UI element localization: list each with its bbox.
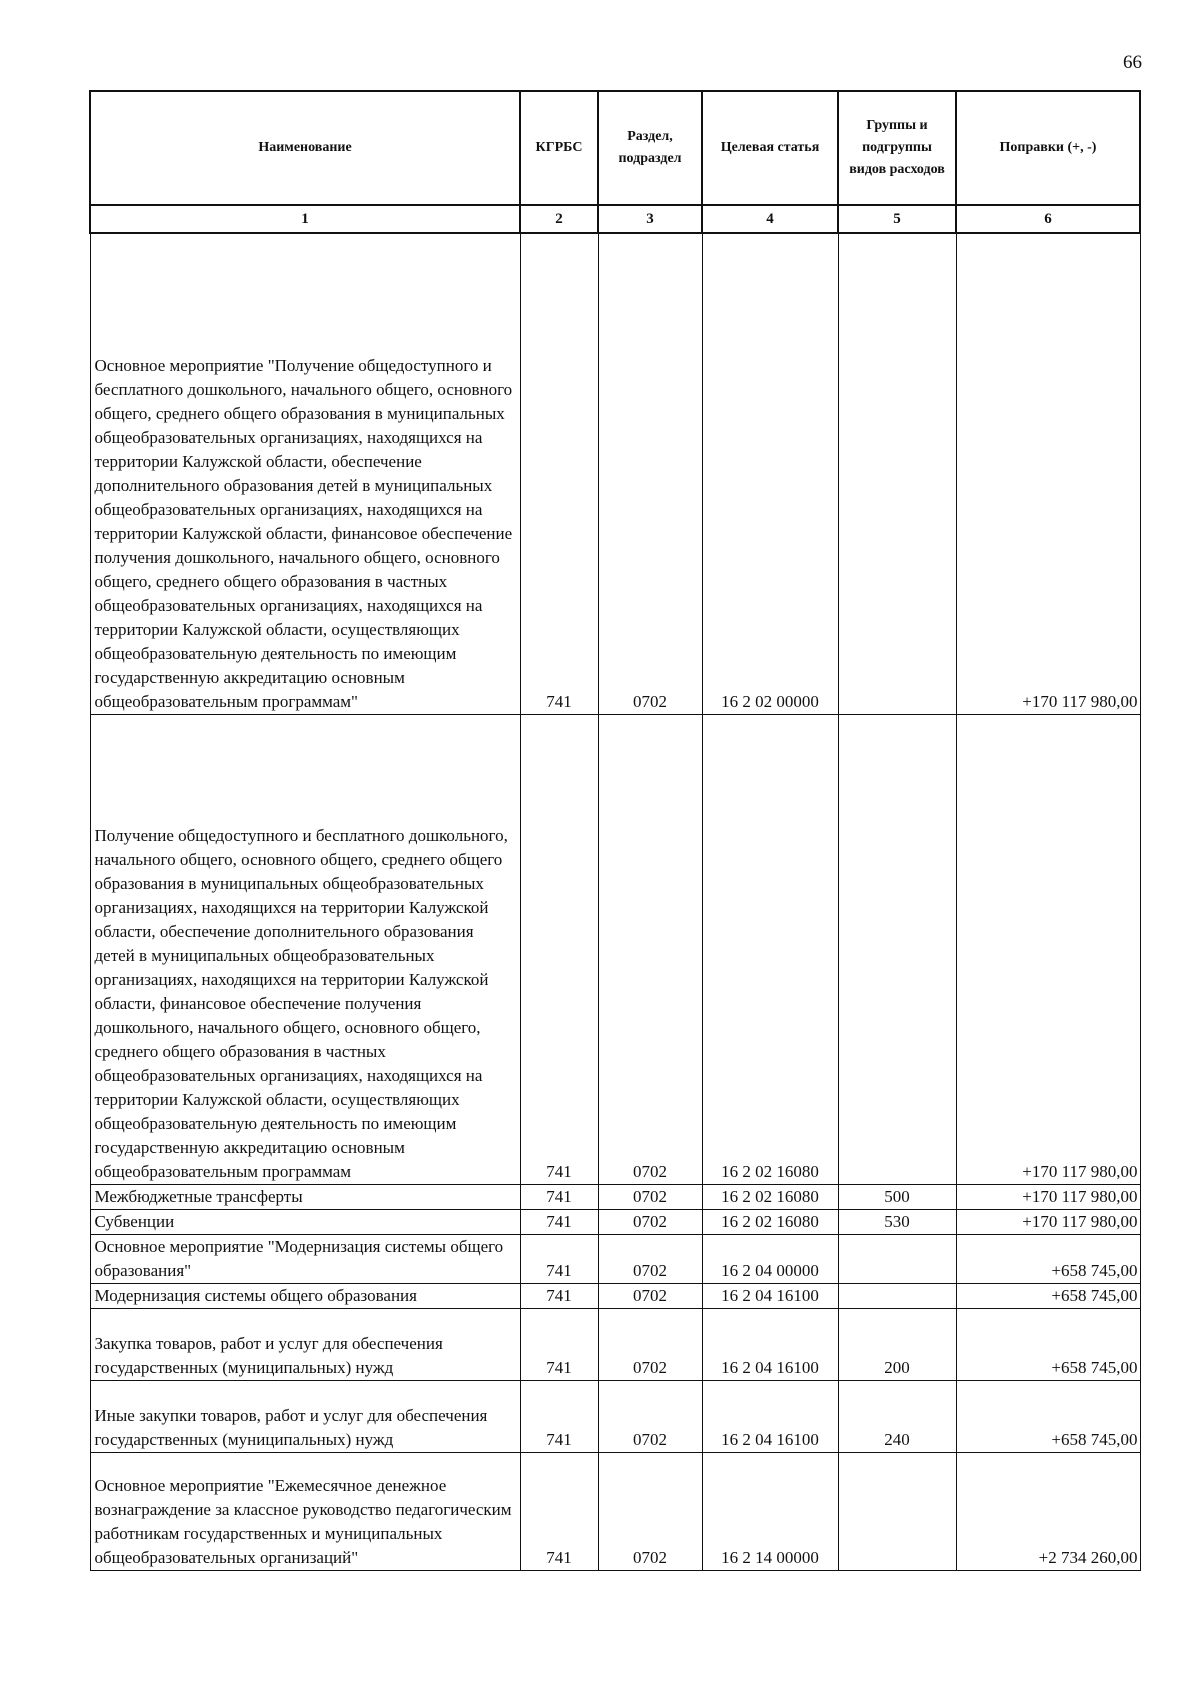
row-name: Субвенции [90,1209,520,1234]
row-group: 530 [838,1209,956,1234]
row-amount: +658 745,00 [956,1283,1140,1308]
row-amount: +170 117 980,00 [956,714,1140,1184]
row-amount: +170 117 980,00 [956,1209,1140,1234]
row-target: 16 2 04 16100 [702,1283,838,1308]
row-group: 200 [838,1308,956,1380]
table-row [90,1234,1140,1283]
row-kgrbs: 741 [520,1380,598,1452]
column-number: 5 [838,205,956,233]
row-section: 0702 [598,1452,702,1570]
row-section: 0702 [598,1234,702,1283]
row-target: 16 2 14 00000 [702,1452,838,1570]
row-kgrbs: 741 [520,1234,598,1283]
row-amount: +2 734 260,00 [956,1452,1140,1570]
row-target: 16 2 04 00000 [702,1234,838,1283]
row-name: Основное мероприятие "Получение общедоступного и бесплатного дошкольного, начального общего, основного общего, среднего общего образования в муниципальных общеобразовательных организациях, находящихся на территории Калужской области, обеспечение дополнительного образования детей в муниципальных общеобразовательных организациях, находящихся на территории Калужской области, финансовое обеспечение получения дошкольного, начального общего, основного общего, среднего общего образования в частных общеобразовательных организациях, находящихся на территории Калужской области, осуществляющих общеобразовательную деятельность по имеющим государственную аккредитацию основным общеобразовательным программам" [90,248,520,714]
header-section: Раздел, подраздел [598,91,702,205]
header-groups: Группы и подгруппы видов расходов [838,91,956,205]
row-section: 0702 [598,1308,702,1380]
table-row [90,248,1140,714]
row-amount: +170 117 980,00 [956,248,1140,714]
row-kgrbs: 741 [520,714,598,1184]
row-amount: +658 745,00 [956,1380,1140,1452]
header-kgrbs: КГРБС [520,91,598,205]
row-group [838,1283,956,1308]
row-target: 16 2 02 16080 [702,1209,838,1234]
row-group: 500 [838,1184,956,1209]
column-number: 1 [90,205,520,233]
column-number: 6 [956,205,1140,233]
row-amount: +170 117 980,00 [956,1184,1140,1209]
table-row [90,1283,1140,1308]
budget-table [89,90,1141,1571]
column-number-row [90,205,1140,233]
table-row [90,1380,1140,1452]
table-spacer [90,233,1140,248]
table-row [90,1308,1140,1380]
table-row [90,1209,1140,1234]
row-name: Основное мероприятие "Ежемесячное денежное вознаграждение за классное руководство педагогическим работникам государственных и муниципальных общеобразовательных организаций" [90,1452,520,1570]
header-target: Целевая статья [702,91,838,205]
row-group [838,714,956,1184]
row-name: Получение общедоступного и бесплатного дошкольного, начального общего, основного общего, среднего общего образования в муниципальных общеобразовательных организациях, находящихся на территории Калужской области, обеспечение дополнительного образования детей в муниципальных общеобразовательных организациях, находящихся на территории Калужской области, финансовое обеспечение получения дошкольного, начального общего, основного общего, среднего общего образования в частных общеобразовательных организациях, находящихся на территории Калужской области, осуществляющих общеобразовательную деятельность по имеющим государственную аккредитацию основным общеобразовательным программам [90,714,520,1184]
row-name: Основное мероприятие "Модернизация системы общего образования" [90,1234,520,1283]
row-kgrbs: 741 [520,1209,598,1234]
row-group [838,248,956,714]
row-name: Закупка товаров, работ и услуг для обеспечения государственных (муниципальных) нужд [90,1308,520,1380]
row-target: 16 2 02 16080 [702,1184,838,1209]
row-target: 16 2 02 00000 [702,248,838,714]
row-section: 0702 [598,1380,702,1452]
header-row [90,91,1140,205]
row-name: Иные закупки товаров, работ и услуг для обеспечения государственных (муниципальных) нужд [90,1380,520,1452]
table-row [90,1184,1140,1209]
row-target: 16 2 04 16100 [702,1308,838,1380]
row-amount: +658 745,00 [956,1308,1140,1380]
row-kgrbs: 741 [520,248,598,714]
header-name: Наименование [90,91,520,205]
table-row [90,714,1140,1184]
row-kgrbs: 741 [520,1283,598,1308]
column-number: 4 [702,205,838,233]
row-kgrbs: 741 [520,1308,598,1380]
row-name: Модернизация системы общего образования [90,1283,520,1308]
column-number: 2 [520,205,598,233]
row-amount: +658 745,00 [956,1234,1140,1283]
row-target: 16 2 02 16080 [702,714,838,1184]
row-group: 240 [838,1380,956,1452]
row-section: 0702 [598,1184,702,1209]
row-group [838,1452,956,1570]
row-name: Межбюджетные трансферты [90,1184,520,1209]
row-target: 16 2 04 16100 [702,1380,838,1452]
row-section: 0702 [598,714,702,1184]
row-section: 0702 [598,1209,702,1234]
row-group [838,1234,956,1283]
row-section: 0702 [598,1283,702,1308]
row-kgrbs: 741 [520,1184,598,1209]
header-amendments: Поправки (+, -) [956,91,1140,205]
column-number: 3 [598,205,702,233]
page-number: 66 [1123,52,1142,73]
row-kgrbs: 741 [520,1452,598,1570]
table-row [90,1452,1140,1570]
row-section: 0702 [598,248,702,714]
